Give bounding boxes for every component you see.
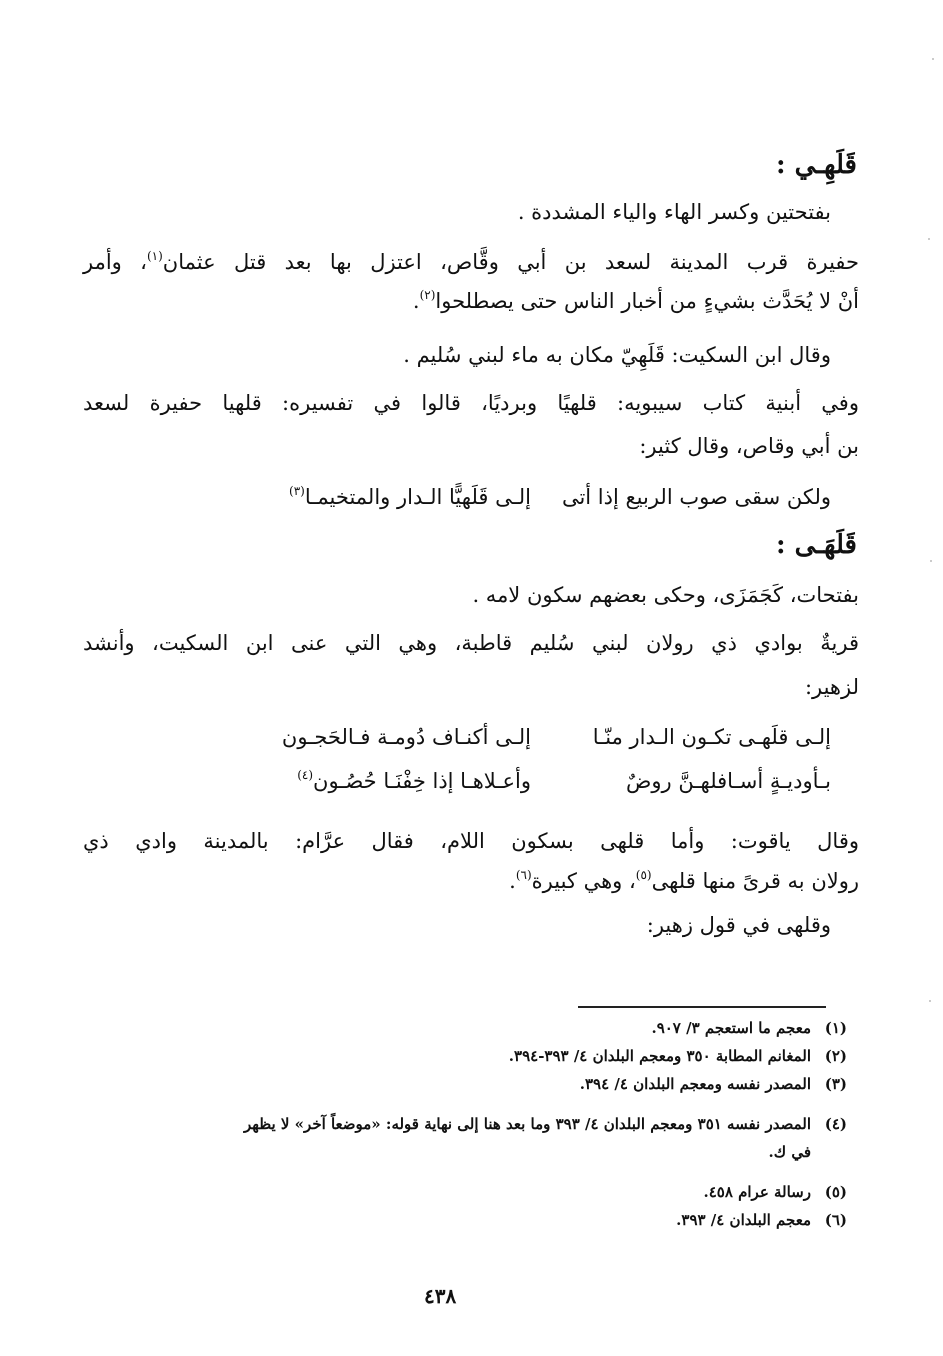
scan-speck [928, 238, 930, 240]
paragraph-line: بن أبي وقاص، وقال كثير: [639, 434, 859, 458]
scan-speck [930, 560, 932, 562]
footnote-6: (٦)معجم البلدان ٤/ ٣٩٣. [676, 1211, 847, 1229]
verse-2-first-hemistich: بـأوديـةٍ أسـافلهـنَّ روضٌ [626, 769, 831, 793]
footnote-2: (٢)المغانم المطابة ٣٥٠ ومعجم البلدان ٤/ ٣٩٣-٣٩٤. [508, 1047, 847, 1065]
verse-1-first-hemistich: إلـى قلَهـى تكـون الـدار منّـا [592, 725, 831, 749]
footnote-1: (١)معجم ما استعجم ٣/ ٩٠٧. [651, 1019, 847, 1037]
paragraph-line: لزهير: [804, 675, 859, 699]
paragraph-line: رولان به قرىً منها قلهى$^{(٥)}$، وهي كبيرة$^{(٦)}$. [509, 868, 859, 893]
paragraph-line: وفي أبنية كتاب سيبويه: قلهيًا وبرديًا، قالوا في تفسيره: قلهيا حفيرة لسعد [83, 391, 859, 415]
paragraph-line: وقلهى في قول زهير: [646, 913, 831, 937]
scan-speck [932, 58, 934, 60]
note-ref: (٢) [419, 288, 436, 302]
paragraph-line: بفتحات، كَجَمَزَى، وحكى بعضهم سكون لامه . [472, 583, 859, 607]
page-number: ٤٣٨ [424, 1284, 457, 1308]
note-ref: (٣) [289, 484, 305, 498]
verse-second-hemistich: إلـى قَلَهيًّا الـدار والمتخيمـا$^{(٣)}$ [289, 484, 531, 509]
note-ref: (٤) [297, 768, 314, 782]
footnote-4: (٤)المصدر نفسه ٣٥١ ومعجم البلدان ٤/ ٣٩٣ وما بعد هنا إلى نهاية قوله: «موضعاً آخر» لا يظهر [244, 1115, 847, 1133]
paragraph-vocalization: بفتحتين وكسر الهاء والياء المشددة . [517, 200, 831, 224]
paragraph-line: حفيرة قرب المدينة لسعد بن أبي وقَّاص، اعتزل بها بعد قتل عثمان$^{(١)}$، وأمر [83, 249, 860, 274]
entry-headword-qalahiyy: قَلَهِـي : [776, 150, 857, 180]
paragraph-line: وقال ابن السكيت: قَلَهِيّ مكان به ماء لبني سُليم . [403, 343, 831, 367]
note-ref: (٦) [515, 868, 532, 882]
note-ref: (١) [146, 249, 163, 263]
footnote-5: (٥)رسالة عرام ٤٥٨. [703, 1183, 847, 1201]
scan-speck [929, 1000, 931, 1002]
entry-headword-qalaha: قَلَهَـى : [776, 530, 857, 560]
verse-1-second-hemistich: إلـى أكنـاف دُومـة فـالحَجـون [281, 725, 531, 749]
paragraph-line: قريةٌ بوادي ذي رولان لبني سُليم قاطبة، وهي التي عنى ابن السكيت، وأنشد [83, 631, 859, 655]
verse-first-hemistich: ولكن سقى صوب الربيع إذا أتى [561, 485, 831, 509]
paragraph-line: وقال ياقوت: وأما قلهى بسكون اللام، فقال عرَّام: بالمدينة وادي ذي [83, 829, 859, 853]
note-ref: (٥) [635, 868, 652, 882]
verse-2-second-hemistich: وأعـلاهـا إذا خِفْنَـا حُصُـون$^{(٤)}$ [297, 768, 531, 793]
paragraph-line: أنْ لا يُحَدَّث بشيءٍ من أخبار الناس حتى يصطلحوا$^{(٢)}$. [412, 288, 859, 313]
footnote-separator [578, 1006, 826, 1008]
footnote-3: (٣)المصدر نفسه ومعجم البلدان ٤/ ٣٩٤. [579, 1075, 847, 1093]
footnote-4-continuation: في ك. [768, 1143, 811, 1161]
